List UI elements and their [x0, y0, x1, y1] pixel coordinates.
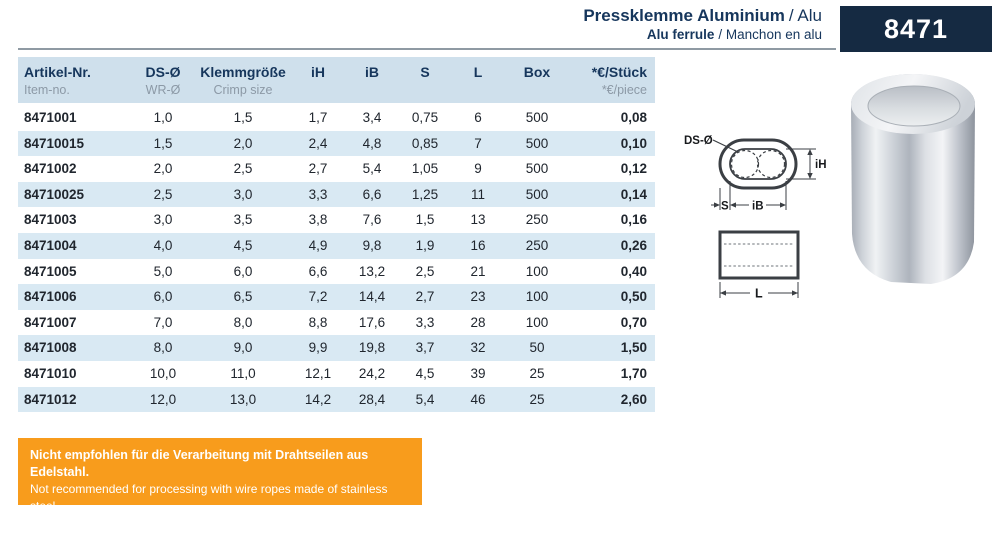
column-header-0	[18, 57, 130, 104]
value-cell: 46	[452, 387, 504, 413]
column-sublabel	[398, 83, 452, 98]
wire-circle-right	[758, 151, 785, 178]
column-label: L	[473, 64, 483, 80]
value-cell: 4,5	[415, 365, 435, 381]
value-cell: 28,4	[346, 387, 398, 413]
value-cell: 39	[470, 365, 486, 381]
article-number-cell: 8471005	[24, 263, 77, 279]
value-cell: 9,9	[290, 335, 346, 361]
value-cell: 11,0	[230, 365, 256, 381]
value-cell: 5,4	[362, 161, 382, 177]
value-cell: 1,5	[130, 131, 196, 157]
header-divider	[18, 48, 836, 50]
value-cell: 100	[525, 314, 549, 330]
warning-box	[18, 438, 422, 547]
table-row	[18, 259, 655, 285]
value-cell: 19,8	[346, 335, 398, 361]
column-label: iB	[365, 64, 379, 80]
article-number-cell: 84710025	[18, 182, 130, 208]
value-cell: 2,5	[233, 161, 253, 177]
value-cell: 17,6	[358, 314, 386, 330]
article-number-cell: 8471002	[24, 161, 77, 177]
title-bold: Pressklemme Aluminium	[583, 6, 785, 25]
price-cell: 0,16	[620, 212, 647, 228]
column-label: DS-Ø	[145, 64, 181, 80]
value-cell: 14,2	[290, 387, 346, 413]
title-translations	[400, 26, 822, 43]
warning-french: Non recommendé pour le traitment avec des câbles en acier inoxydable.	[30, 516, 351, 547]
table-row	[18, 182, 655, 208]
column-label: Artikel-Nr.	[24, 64, 91, 80]
table-row	[18, 156, 655, 182]
column-sublabel	[290, 83, 346, 98]
article-number-cell: 8471004	[18, 233, 130, 259]
price-cell: 0,70	[620, 314, 647, 330]
column-header-4	[346, 57, 398, 104]
column-label: Klemmgröße	[200, 64, 286, 80]
value-cell: 7	[452, 131, 504, 157]
table-header	[18, 57, 655, 104]
wire-circle-left	[732, 151, 759, 178]
table-row	[18, 310, 655, 336]
price-cell: 2,60	[570, 387, 655, 413]
value-cell: 0,85	[398, 131, 452, 157]
value-cell: 28	[470, 314, 486, 330]
value-cell: 2,5	[415, 263, 435, 279]
value-cell: 1,5	[415, 212, 435, 228]
price-cell: 0,08	[620, 110, 647, 125]
product-code-badge	[840, 6, 992, 52]
price-cell: 0,12	[620, 161, 647, 177]
l-dimension-label: L	[755, 286, 763, 301]
column-sublabel: WR-Ø	[145, 83, 181, 97]
value-cell: 9,0	[196, 335, 290, 361]
ds-dimension-label: DS-Ø	[684, 135, 713, 147]
column-label: S	[420, 64, 430, 80]
value-cell: 14,4	[346, 284, 398, 310]
product-table	[18, 57, 655, 412]
value-cell: 2,5	[130, 182, 196, 208]
column-header-8	[570, 57, 655, 104]
value-cell: 2,7	[308, 161, 328, 177]
value-cell: 9,8	[346, 233, 398, 259]
value-cell: 8,0	[130, 335, 196, 361]
value-cell: 50	[504, 335, 570, 361]
column-header-5	[398, 57, 452, 104]
title-suffix: / Alu	[788, 6, 822, 25]
article-number-cell: 84710015	[18, 131, 130, 157]
ih-dimension-label: iH	[815, 159, 827, 171]
value-cell: 1,05	[411, 161, 439, 177]
value-cell: 12,1	[304, 365, 332, 381]
warning-german: Nicht empfohlen für die Verarbeitung mit Drahtseilen aus Edelstahl.	[30, 448, 369, 479]
value-cell: 13,2	[358, 263, 386, 279]
value-cell: 3,8	[308, 212, 328, 228]
column-sublabel: Crimp size	[213, 83, 273, 97]
sleeve-side-outline	[720, 232, 798, 278]
value-cell: 7,2	[290, 284, 346, 310]
s-dimension-label: S	[721, 200, 729, 213]
value-cell: 6,6	[308, 263, 328, 279]
value-cell: 3,0	[153, 212, 173, 228]
price-cell: 1,70	[620, 365, 647, 381]
column-header-2	[196, 57, 290, 104]
value-cell: 4,9	[290, 233, 346, 259]
value-cell: 21	[470, 263, 486, 279]
value-cell: 7,6	[362, 212, 382, 228]
price-cell: 0,50	[570, 284, 655, 310]
value-cell: 13	[470, 212, 486, 228]
value-cell: 1,5	[233, 110, 253, 125]
column-sublabel	[452, 83, 504, 98]
article-number-cell: 8471010	[24, 365, 77, 381]
value-cell: 6,5	[196, 284, 290, 310]
product-code: 8471	[883, 13, 949, 44]
value-cell: 5,4	[398, 387, 452, 413]
value-cell: 24,2	[358, 365, 386, 381]
value-cell: 500	[525, 110, 549, 125]
value-cell: 13,0	[196, 387, 290, 413]
column-label: *€/Stück	[591, 64, 647, 80]
value-cell: 250	[504, 233, 570, 259]
value-cell: 1,9	[398, 233, 452, 259]
subtitle-bold: Alu ferrule	[646, 27, 715, 42]
product-photo	[843, 58, 983, 288]
page-title	[400, 6, 822, 43]
price-cell: 0,40	[620, 263, 647, 279]
price-cell: 0,14	[570, 182, 655, 208]
value-cell: 100	[504, 284, 570, 310]
value-cell: 23	[452, 284, 504, 310]
article-number-cell: 8471003	[24, 212, 77, 228]
column-header-3	[290, 57, 346, 104]
column-label: iH	[311, 64, 325, 80]
price-cell: 1,50	[570, 335, 655, 361]
table-row	[18, 104, 655, 131]
value-cell: 6,0	[130, 284, 196, 310]
price-cell: 0,26	[570, 233, 655, 259]
title-german	[400, 6, 822, 26]
value-cell: 3,0	[196, 182, 290, 208]
value-cell: 500	[504, 131, 570, 157]
value-cell: 500	[525, 161, 549, 177]
value-cell: 500	[504, 182, 570, 208]
value-cell: 2,0	[153, 161, 173, 177]
ferrule-bore-opening	[868, 86, 960, 126]
value-cell: 25	[504, 387, 570, 413]
value-cell: 11	[452, 182, 504, 208]
value-cell: 3,5	[233, 212, 253, 228]
value-cell: 0,75	[411, 110, 439, 125]
table-row	[18, 233, 655, 259]
value-cell: 3,7	[398, 335, 452, 361]
side-view-diagram	[698, 226, 828, 304]
table-row	[18, 131, 655, 157]
value-cell: 100	[525, 263, 549, 279]
value-cell: 3,4	[362, 110, 382, 125]
table-row	[18, 335, 655, 361]
value-cell: 4,5	[196, 233, 290, 259]
value-cell: 2,0	[196, 131, 290, 157]
value-cell: 2,4	[290, 131, 346, 157]
column-header-1	[130, 57, 196, 104]
column-sublabel	[346, 83, 398, 98]
article-number-cell: 8471007	[24, 314, 77, 330]
value-cell: 3,3	[290, 182, 346, 208]
value-cell: 1,7	[308, 110, 328, 125]
value-cell: 2,7	[398, 284, 452, 310]
ib-dimension-label: iB	[752, 200, 764, 213]
column-sublabel: *€/piece	[601, 83, 647, 97]
cross-section-diagram	[680, 124, 832, 222]
table-row	[18, 284, 655, 310]
article-number-cell: 8471001	[24, 110, 77, 125]
table-row	[18, 207, 655, 233]
value-cell: 7,0	[153, 314, 173, 330]
value-cell: 10,0	[149, 365, 177, 381]
article-number-cell: 8471006	[18, 284, 130, 310]
table-row	[18, 387, 655, 413]
column-header-6	[452, 57, 504, 104]
value-cell: 32	[452, 335, 504, 361]
value-cell: 5,0	[153, 263, 173, 279]
value-cell: 8,8	[308, 314, 328, 330]
value-cell: 9	[474, 161, 482, 177]
value-cell: 3,3	[415, 314, 435, 330]
value-cell: 6,6	[346, 182, 398, 208]
column-sublabel	[504, 83, 570, 98]
value-cell: 25	[529, 365, 545, 381]
price-cell: 0,10	[570, 131, 655, 157]
value-cell: 250	[525, 212, 549, 228]
value-cell: 12,0	[130, 387, 196, 413]
value-cell: 4,8	[346, 131, 398, 157]
value-cell: 4,0	[130, 233, 196, 259]
subtitle-suffix: / Manchon en alu	[718, 27, 822, 42]
value-cell: 8,0	[233, 314, 253, 330]
value-cell: 16	[452, 233, 504, 259]
value-cell: 6	[474, 110, 482, 125]
table-row	[18, 361, 655, 387]
article-number-cell: 8471012	[18, 387, 130, 413]
column-label: Box	[523, 64, 551, 80]
column-sublabel: Item-no.	[24, 83, 70, 97]
value-cell: 1,0	[153, 110, 173, 125]
value-cell: 6,0	[233, 263, 253, 279]
column-header-7	[504, 57, 570, 104]
value-cell: 1,25	[398, 182, 452, 208]
article-number-cell: 8471008	[18, 335, 130, 361]
warning-english: Not recommended for processing with wire ropes made of stainless steel.	[30, 482, 388, 513]
